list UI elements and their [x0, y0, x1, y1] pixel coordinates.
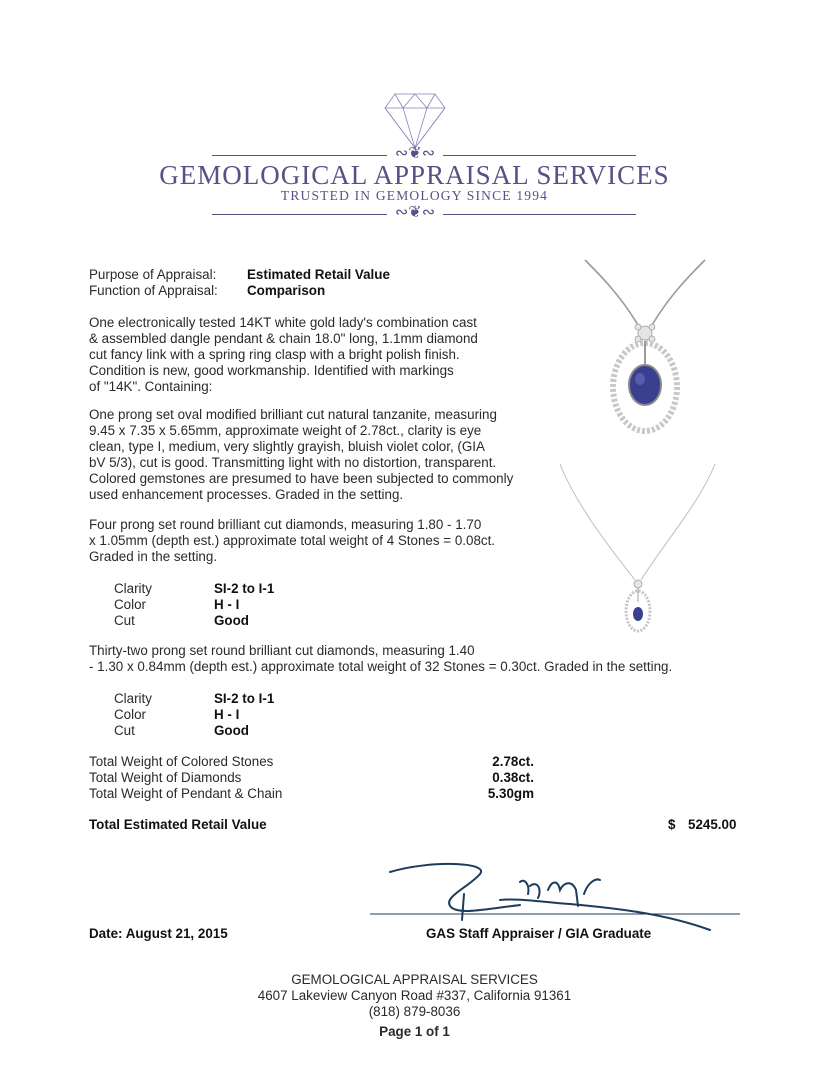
footer-page-number: Page 1 of 1: [379, 1024, 450, 1039]
grade-value: Good: [214, 613, 249, 628]
grade-row: [114, 691, 314, 707]
description-line: One electronically tested 14KT white gold lady's combination cast: [89, 315, 477, 330]
grade-value: Good: [214, 723, 249, 738]
diamonds1-line: x 1.05mm (depth est.) approximate total weight of 4 Stones = 0.08ct.: [89, 533, 496, 548]
grade-value: H - I: [214, 597, 240, 612]
diamonds1-line: Four prong set round brilliant cut diamonds, measuring 1.80 - 1.70: [89, 517, 482, 532]
footer-address: 4607 Lakeview Canyon Road #337, California 91361: [257, 988, 572, 1003]
grade-value: SI-2 to I-1: [214, 691, 275, 706]
tanzanite-line: Colored gemstones are presumed to have been subjected to commonly: [89, 471, 514, 486]
total-label: Total Weight of Colored Stones: [89, 754, 274, 769]
grade-row: [114, 581, 314, 597]
grade-value: H - I: [214, 707, 240, 722]
grade-label: Cut: [114, 723, 135, 738]
header-rule-bottom-right: [443, 214, 636, 215]
description-paragraph: [89, 315, 529, 395]
company-title: GEMOLOGICAL APPRAISAL SERVICES: [159, 160, 670, 190]
grades2-table: [114, 691, 314, 739]
description-line: & assembled dangle pendant & chain 18.0" long, 1.1mm diamond: [89, 331, 478, 346]
appraiser-title: GAS Staff Appraiser / GIA Graduate: [426, 926, 652, 941]
total-label: Total Weight of Diamonds: [89, 770, 242, 785]
necklace-full-photo: [555, 462, 725, 642]
grade-value: SI-2 to I-1: [214, 581, 275, 596]
total-value: 5.30gm: [487, 786, 534, 801]
tanzanite-line: bV 5/3), cut is good. Transmitting light with no distortion, transparent.: [89, 455, 497, 470]
grade-row: [114, 723, 314, 739]
description-line: of "14K". Containing:: [89, 379, 213, 394]
retail-amount: 5245.00: [688, 817, 737, 832]
footer-phone: (818) 879-8036: [368, 1004, 461, 1019]
grade-label: Cut: [114, 613, 135, 628]
tanzanite-line: 9.45 x 7.35 x 5.65mm, approximate weight of 2.78ct., clarity is eye: [89, 423, 482, 438]
header-rule-top-right: [443, 155, 636, 156]
total-value: 2.78ct.: [492, 754, 534, 769]
footer-company: GEMOLOGICAL APPRAISAL SERVICES: [291, 972, 538, 987]
grade-label: Clarity: [114, 691, 152, 706]
header-rule-top-left: [212, 155, 387, 156]
function-label: Function of Appraisal:: [89, 283, 218, 298]
diamonds1-line: Graded in the setting.: [89, 549, 218, 564]
purpose-value: Estimated Retail Value: [247, 267, 390, 282]
grade-row: [114, 597, 314, 613]
company-tagline: TRUSTED IN GEMOLOGY SINCE 1994: [280, 188, 549, 203]
diamonds2-paragraph: [89, 643, 729, 675]
retail-currency: $: [668, 817, 676, 832]
purpose-label: Purpose of Appraisal:: [89, 267, 217, 282]
grade-row: [114, 707, 314, 723]
pendant-closeup-photo: [580, 255, 710, 455]
header-rule-bottom-left: [212, 214, 387, 215]
diamonds1-paragraph: [89, 517, 529, 565]
grades1-table: [114, 581, 314, 629]
grade-label: Color: [114, 597, 146, 612]
total-label: Total Weight of Pendant & Chain: [89, 786, 283, 801]
tanzanite-paragraph: [89, 407, 529, 503]
tanzanite-line: used enhancement processes. Graded in the setting.: [89, 487, 404, 502]
grade-label: Clarity: [114, 581, 152, 596]
diamonds2-line: Thirty-two prong set round brilliant cut diamonds, measuring 1.40: [89, 643, 475, 658]
flourish-bottom-icon: ∾❦∾: [394, 204, 436, 221]
grade-row: [114, 613, 314, 629]
total-value: 0.38ct.: [492, 770, 534, 785]
description-line: cut fancy link with a spring ring clasp with a bright polish finish.: [89, 347, 460, 362]
description-line: Condition is new, good workmanship. Identified with markings: [89, 363, 454, 378]
grade-label: Color: [114, 707, 146, 722]
function-value: Comparison: [247, 283, 326, 298]
flourish-top-icon: ∾❦∾: [394, 145, 436, 162]
diamonds2-line: - 1.30 x 0.84mm (depth est.) approximate total weight of 32 Stones = 0.30ct. Graded in the setting.: [89, 659, 673, 674]
tanzanite-line: clean, type I, medium, very slightly grayish, bluish violet color, (GIA: [89, 439, 485, 454]
diamond-logo-icon: [383, 90, 447, 152]
tanzanite-line: One prong set oval modified brilliant cut natural tanzanite, measuring: [89, 407, 497, 422]
retail-label: Total Estimated Retail Value: [89, 817, 267, 832]
appraisal-date: Date: August 21, 2015: [89, 926, 228, 941]
